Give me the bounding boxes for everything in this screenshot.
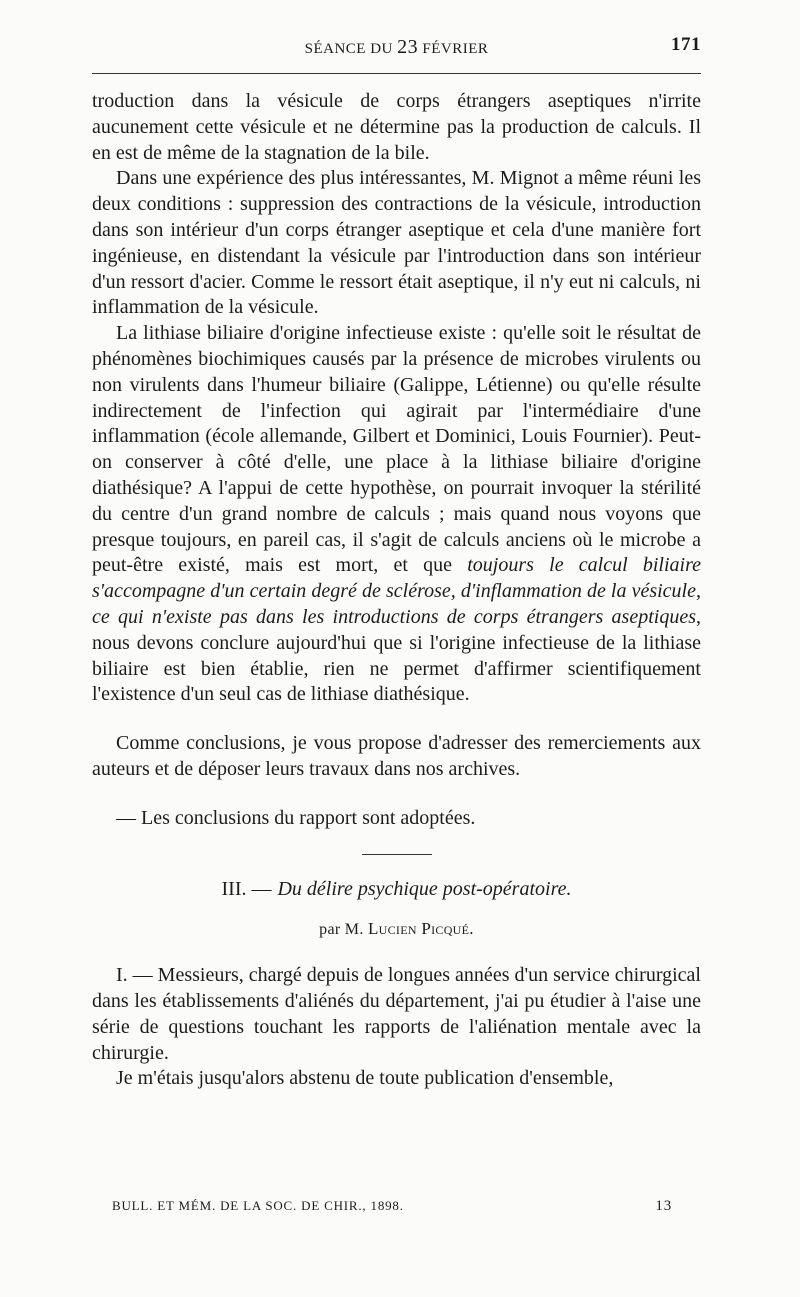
- footer-journal: BULL. ET MÉM. DE LA SOC. DE CHIR., 1898.: [112, 1198, 404, 1213]
- header-rule: [92, 73, 701, 74]
- paragraph-conclusions: Comme conclusions, je vous propose d'adresser des remerciements aux auteurs et de déposer leurs travaux dans nos archives.: [92, 732, 701, 780]
- author-name: Lucien Picqué.: [367, 919, 474, 939]
- running-header: [92, 36, 701, 58]
- italic-passage: toujours le calcul biliaire s'accompagne d'un certain degré de sclérose, d'inflammation de la vésicule, ce qui n'existe pas dans les introductions de corps étrangers aseptiques: [92, 554, 701, 628]
- paragraph-lithiase: La lithiase biliaire d'origine infectieuse existe : qu'elle soit le résultat de phénomènes biochimiques causés par la présence de microbes virulents ou non virulents dans l'humeur biliaire (Galippe, Létienne) ou qu'elle résulte indirectement de l'infection qui agirait par l'intermédiaire d'une inflammation (école allemande, Gilbert et Dominici, Louis Fournier). Peut-on conserver à côté d'elle, une place à la lithiase biliaire d'origine diathésique? A l'appui de cette hypothèse, on pourrait invoquer la stérilité du centre d'un grand nombre de calculs ; mais quand nous voyons que presque toujours, en pareil cas, il s'agit de calculs anciens où le microbe a peut-être existé, mais est mort, et que toujours le calcul biliaire s'accompagne d'un certain degré de sclérose, d'inflammation de la vésicule, ce qui n'existe pas dans les introductions de corps étrangers aseptiques, nous devons conclure aujourd'hui que si l'origine infectieuse de la lithiase biliaire est bien établie, rien ne permet d'affirmer scientifiquement l'existence d'un seul cas de lithiase diathésique.: [92, 322, 701, 706]
- header-title: SÉANCE DU 23 FÉVRIER: [304, 36, 489, 58]
- section-separator: [362, 854, 432, 855]
- paragraph-continuation: troduction dans la vésicule de corps étrangers aseptiques n'irrite aucunement cette vésicule et ne détermine pas la production de calculs. Il en est de même de la stagnation de la bile.: [92, 90, 701, 164]
- document-page: [92, 0, 701, 1297]
- footer-signature: 13: [655, 1198, 672, 1214]
- paragraph-section-next: Je m'étais jusqu'alors abstenu de toute publication d'ensemble,: [116, 1067, 614, 1090]
- page-number: 171: [671, 34, 701, 55]
- section-heading: III. — Du délire psychique post-opératoire.: [221, 877, 572, 900]
- author-byline: par M. Lucien Picqué.: [319, 919, 474, 939]
- section-title-text: Du délire psychique post-opératoire.: [277, 877, 572, 900]
- paragraph-section-intro: I. — Messieurs, chargé depuis de longues années d'un service chirurgical dans les établissements d'aliénés du département, j'ai pu étudier à l'aise une série de questions touchant les rapports de l'aliénation mentale avec la chirurgie.: [92, 964, 701, 1064]
- paragraph-adopted: — Les conclusions du rapport sont adoptées.: [116, 806, 476, 829]
- body-text: [92, 89, 701, 1092]
- paragraph-mignot-experiment: Dans une expérience des plus intéressantes, M. Mignot a même réuni les deux conditions : suppression des contractions de la vésicule, introduction dans son intérieur d'un corps étranger aseptique et cela d'une manière fort ingénieuse, en distendant la vésicule par l'introduction dans son intérieur d'un ressort d'acier. Comme le ressort était aseptique, il n'y eut ni calculs, ni inflammation de la vésicule.: [92, 167, 701, 319]
